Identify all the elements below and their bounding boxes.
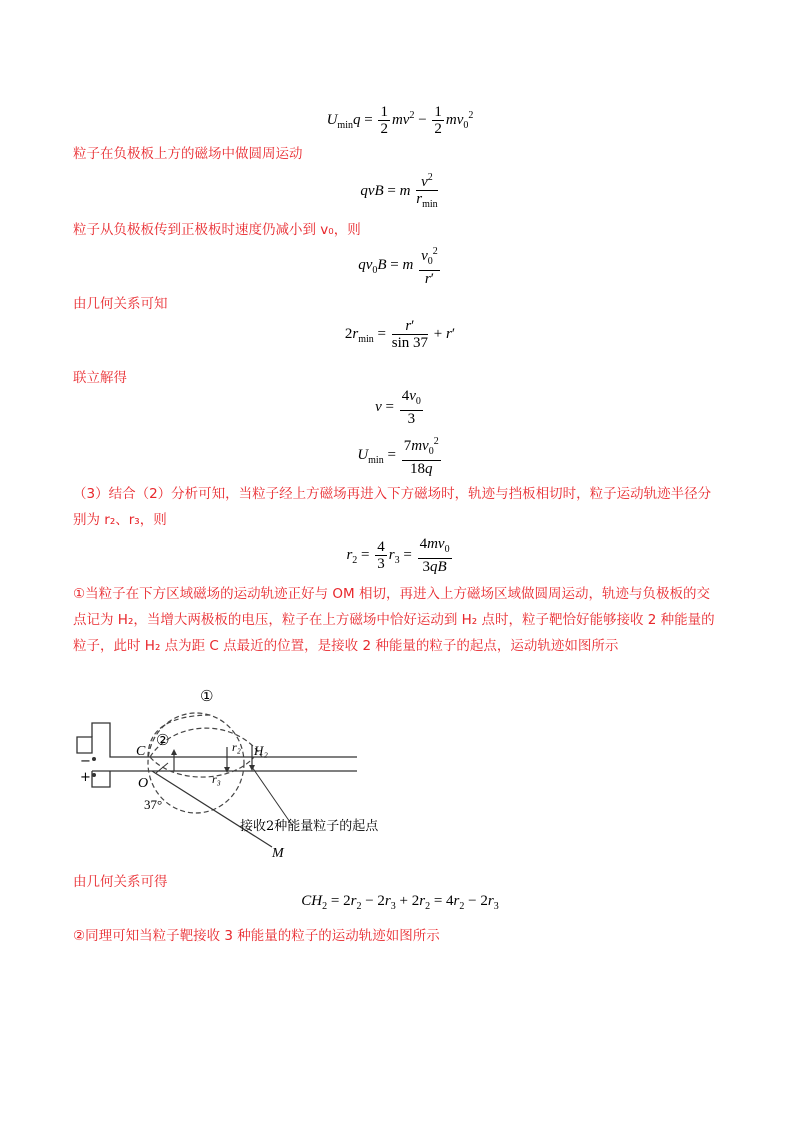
point-h2-label: H₂ [254,743,268,758]
annotation-label: 接收2种能量粒子的起点 [240,819,379,834]
text-paragraph: ①当粒子在下方区域磁场的运动轨迹正好与 OM 相切，再进入上方磁场区域做圆周运动，轨迹与负极板的交点记为 H₂，当增大两极板的电压，粒子在上方磁场中恰好运动到 H₂ 点时，粒子靶恰好能够接收 2 种能量的粒子，此时 H₂ 点为距 C 点最近的位置，是接收 2 种能量的粒子的起点，运动轨迹如图所示 [73,586,715,654]
radius-r3-label: r₃ [212,772,221,786]
equation-geometry: $2r_{min}$ = $\frac{r'}{\sin 37}$ + r′ [344,318,456,351]
equation-ch2: $CH_2 = 2r_2 - 2r_3 + 2r_2 = 4r_2 - 2r_3$ [301,893,499,912]
equation-lorentz: qvB = m $\frac{v^2}{r_{min}}$ [360,172,438,210]
equation-radii: $r_2$ = $\frac{4}{3}$ $r_3$ = $\frac{4mv_0}{3qB}$ [346,536,450,575]
equation-lorentz-v0: $qv_0B = m$ $\frac{v_0^2}{r'}$ [358,246,438,287]
trajectory-diagram [72,675,442,865]
minus-label: − [80,754,91,769]
text-paragraph: ②同理可知当粒子靶接收 3 种能量的粒子的运动轨迹如图所示 [73,928,440,944]
text-paragraph: 联立解得 [73,370,127,386]
text-paragraph: 由几何关系可知 [73,296,168,312]
text-paragraph: 由几何关系可得 [73,874,168,890]
angle-label: 37° [144,797,163,812]
text-paragraph: 粒子从负极板传到正极板时速度仍减小到 v₀，则 [73,222,361,238]
equation-umin: $U_{min}$ = $\frac{7mv_0^2}{18q}$ [357,436,439,477]
equation-velocity: v = $\frac{4v_0}{3}$ [375,388,421,427]
plus-label: + [80,770,91,785]
text-paragraph: （3）结合（2）分析可知，当粒子经上方磁场再进入下方磁场时，轨迹与挡板相切时，粒子运动轨迹半径分别为 r₂、r₃，则 [73,486,712,528]
circle-2-label: ② [156,731,170,749]
point-o-label: O [138,776,149,791]
point-c-label: C [136,744,146,759]
text-paragraph: 粒子在负极板上方的磁场中做圆周运动 [73,146,303,162]
circle-1-label: ① [200,687,214,705]
point-m-label: M [272,846,284,861]
equation-energy: $U_{min}q$ = $\frac{1}{2}$ $mv^2$ − $\frac{1}{2}$ $mv_0^2$ [326,104,474,137]
radius-r2-label: r₂ [232,740,241,754]
